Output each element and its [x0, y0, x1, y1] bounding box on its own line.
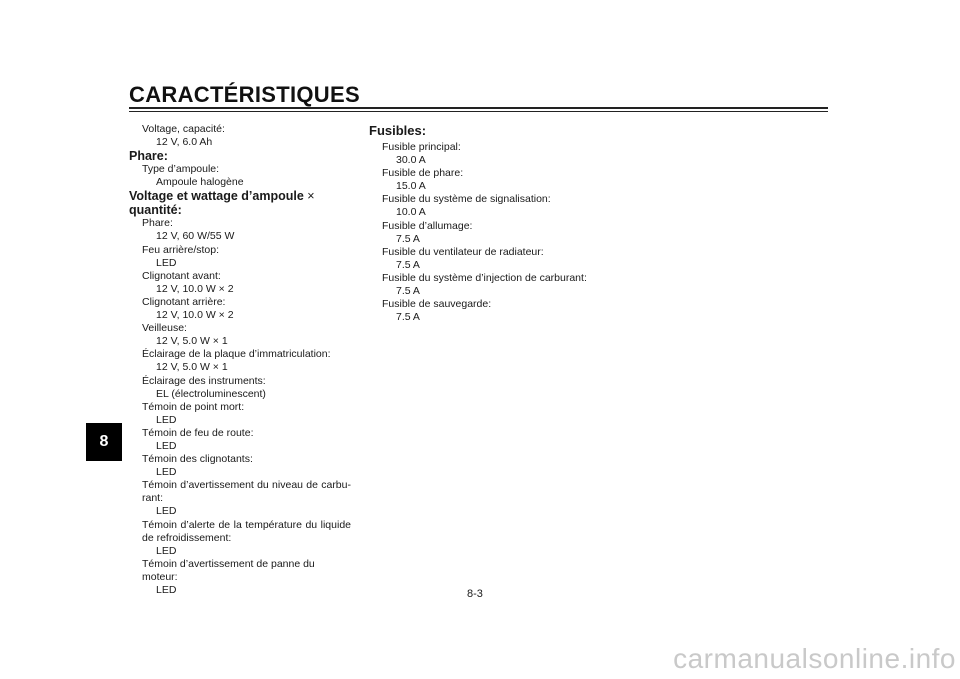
fuses-heading: Fusibles: — [369, 123, 427, 138]
title-rule-thin — [129, 111, 828, 112]
spec-value: LED — [156, 439, 177, 452]
spec-label: Veilleuse: — [142, 322, 187, 335]
fuse-value: 15.0 A — [396, 180, 426, 193]
spec-label: Éclairage des instruments: — [142, 374, 266, 387]
fuse-value: 7.5 A — [396, 285, 420, 298]
fuse-value: 10.0 A — [396, 206, 426, 219]
spec-value: LED — [156, 413, 177, 426]
fuse-value: 7.5 A — [396, 311, 420, 324]
headlight-heading: Phare: — [129, 149, 168, 164]
battery-value: 12 V, 6.0 Ah — [156, 136, 213, 149]
bulb-heading — [129, 189, 351, 217]
battery-label: Voltage, capacité: — [142, 123, 225, 135]
fuse-label: Fusible de sauvegarde: — [382, 298, 492, 311]
title-rule-thick — [129, 107, 828, 109]
spec-value: 12 V, 5.0 W × 1 — [156, 335, 228, 348]
spec-label: Éclairage de la plaque d’immatriculation: — [142, 348, 331, 361]
spec-value: LED — [156, 466, 177, 479]
fuse-value: 7.5 A — [396, 258, 420, 271]
fuse-label: Fusible d’allumage: — [382, 219, 473, 232]
chapter-tab — [86, 423, 122, 461]
fuse-label: Fusible du système de signalisation: — [382, 193, 551, 206]
fuse-label: Fusible du système d’injection de carburant: — [382, 271, 587, 284]
spec-label: Phare: — [142, 217, 173, 230]
spec-label: Témoin d’avertissement du niveau de carbu-rant: — [142, 479, 351, 505]
bulb-heading-suffix: quantité: — [129, 203, 182, 218]
fuse-value: 30.0 A — [396, 154, 426, 167]
chapter-tab-number: 8 — [99, 433, 109, 450]
page-title: CARACTÉRISTIQUES — [129, 82, 360, 107]
spec-label: Témoin de feu de route: — [142, 426, 254, 439]
spec-label: Clignotant avant: — [142, 269, 221, 282]
spec-value: 12 V, 10.0 W × 2 — [156, 282, 234, 295]
spec-label: Témoin de point mort: — [142, 400, 245, 413]
spec-label: Clignotant arrière: — [142, 295, 226, 308]
spec-label: Témoin d’avertissement de panne du moteur: — [142, 557, 315, 583]
spec-value: LED — [156, 256, 177, 269]
left-column — [129, 123, 351, 597]
spec-value: LED — [156, 584, 177, 596]
spec-value: EL (électroluminescent) — [156, 387, 266, 400]
watermark: carmanualsonline.info — [673, 643, 956, 674]
spec-label: Feu arrière/stop: — [142, 243, 220, 256]
page-number: 8-3 — [467, 588, 483, 600]
right-column — [369, 123, 629, 324]
bulb-heading-prefix: Voltage et wattage d’ampoule — [129, 189, 304, 204]
fuse-label: Fusible principal: — [382, 141, 461, 153]
fuse-label: Fusible du ventilateur de radiateur: — [382, 245, 544, 258]
spec-value: 12 V, 60 W/55 W — [156, 230, 235, 243]
spec-value: LED — [156, 505, 177, 518]
bulb-type-value: Ampoule halogène — [156, 176, 244, 189]
spec-value: LED — [156, 544, 177, 557]
spec-value: 12 V, 5.0 W × 1 — [156, 361, 228, 374]
bulb-type-label: Type d’ampoule: — [142, 163, 220, 176]
spec-label: Témoin des clignotants: — [142, 453, 253, 466]
bulb-heading-times: × — [307, 189, 315, 204]
fuse-label: Fusible de phare: — [382, 167, 464, 180]
spec-label: Témoin d’alerte de la température du liquide de refroidissement: — [142, 518, 351, 544]
fuse-value: 7.5 A — [396, 232, 420, 245]
spec-value: 12 V, 10.0 W × 2 — [156, 309, 234, 322]
